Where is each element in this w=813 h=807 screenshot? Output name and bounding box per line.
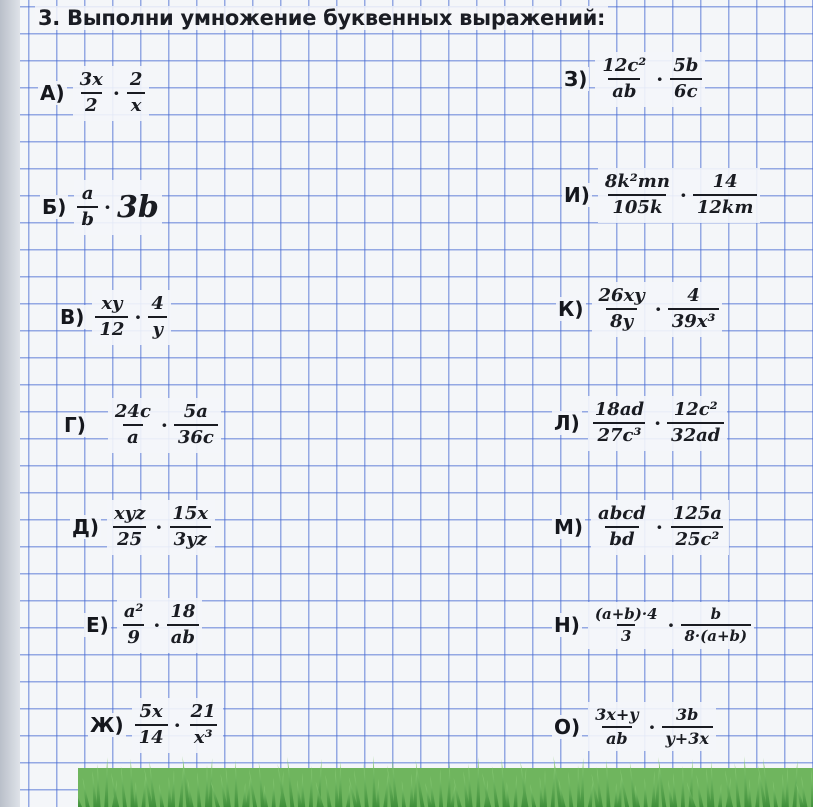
multiply-sign: ·: [112, 81, 120, 106]
fraction-1: [595, 284, 649, 335]
problem-label: М): [554, 515, 584, 540]
denominator: x³: [190, 724, 217, 750]
numerator: a: [81, 183, 94, 204]
factor: 3b: [116, 189, 159, 225]
problem-label: Д): [72, 515, 99, 540]
denominator: y: [148, 316, 166, 342]
multiply-sign: ·: [654, 297, 662, 322]
fraction-1: [120, 600, 148, 651]
denominator: x: [127, 92, 146, 118]
denominator: 6c: [670, 78, 701, 104]
problem-label: В): [60, 305, 85, 330]
multiply-sign: ·: [134, 305, 142, 330]
problem-label: З): [564, 67, 588, 92]
denominator: 2: [81, 92, 102, 118]
numerator: 18: [170, 601, 196, 622]
fraction-1: [598, 54, 650, 105]
photo-left-edge: [0, 0, 20, 807]
problem-g: [62, 398, 221, 453]
denominator: 14: [135, 724, 168, 750]
fraction-2: [174, 400, 218, 451]
problem-label: Б): [42, 195, 67, 220]
problem-l: [552, 396, 727, 451]
problem-m: [552, 500, 729, 555]
denominator: 105k: [608, 194, 666, 220]
numerator: b: [710, 605, 722, 623]
denominator: 8y: [606, 308, 637, 334]
denominator: 39x³: [668, 308, 720, 334]
numerator: 26xy: [598, 285, 645, 306]
denominator: 25c²: [671, 526, 723, 552]
problem-z: [562, 52, 705, 107]
fraction-1: [76, 68, 107, 119]
numerator: 3x: [79, 69, 103, 90]
fraction-2: [147, 292, 168, 343]
expression: [592, 282, 723, 337]
fraction-1: [77, 182, 98, 233]
numerator: 21: [190, 701, 216, 722]
denominator: ab: [608, 78, 640, 104]
denominator: a: [123, 424, 143, 450]
multiply-sign: ·: [103, 195, 111, 220]
problem-label: Е): [86, 613, 109, 638]
expression: [117, 598, 203, 653]
multiply-sign: ·: [160, 413, 168, 438]
problem-label: К): [558, 297, 584, 322]
expression: [107, 500, 215, 555]
fraction-2: [669, 54, 702, 105]
denominator: 36c: [174, 424, 218, 450]
numerator: 125a: [672, 503, 723, 524]
expression: [108, 398, 221, 453]
expression: [588, 602, 754, 649]
denominator: 9: [123, 624, 144, 650]
fraction-2: [669, 502, 726, 553]
expression: [598, 168, 761, 223]
fraction-2: [168, 502, 212, 553]
problem-v: [58, 290, 171, 345]
problem-n: [552, 602, 754, 649]
denominator: 12km: [693, 194, 758, 220]
numerator: 15x: [172, 503, 209, 524]
fraction-1: [601, 170, 674, 221]
fraction-2: [693, 170, 758, 221]
multiply-sign: ·: [654, 411, 662, 436]
denominator: 27c³: [593, 422, 645, 448]
expression: [595, 52, 705, 107]
fraction-1: [110, 502, 149, 553]
numerator: 3b: [676, 705, 699, 724]
fraction-2: [126, 68, 147, 119]
numerator: 5x: [139, 701, 163, 722]
fraction-2: [681, 604, 752, 647]
numerator: 4: [687, 285, 700, 306]
numerator: 24c: [114, 401, 151, 422]
expression: [588, 396, 728, 451]
problem-label: А): [40, 81, 65, 106]
denominator: 8·(a+b): [681, 624, 752, 646]
expression: [74, 180, 161, 235]
expression: [92, 290, 171, 345]
denominator: 32ad: [667, 422, 724, 448]
multiply-sign: ·: [648, 714, 656, 739]
numerator: 12c²: [602, 55, 647, 76]
fraction-1: [111, 400, 155, 451]
expression: [73, 66, 150, 121]
fraction-2: [166, 600, 199, 651]
numerator: 4: [151, 293, 164, 314]
numerator: a²: [123, 601, 144, 622]
fraction-1: [591, 604, 662, 647]
fraction-1: [591, 398, 648, 449]
denominator: b: [77, 206, 98, 232]
problem-i: [562, 168, 760, 223]
problem-e: [84, 598, 202, 653]
grass-decoration: [78, 738, 813, 807]
problem-label: Ж): [90, 713, 124, 738]
numerator: 18ad: [594, 399, 645, 420]
fraction-1: [95, 292, 128, 343]
multiply-sign: ·: [655, 515, 663, 540]
multiply-sign: ·: [155, 515, 163, 540]
numerator: 5b: [673, 55, 699, 76]
fraction-2: [667, 398, 724, 449]
numerator: abcd: [598, 503, 646, 524]
denominator: ab: [167, 624, 199, 650]
fraction-2: [668, 284, 720, 335]
problem-label: Л): [554, 411, 580, 436]
problem-a: [38, 66, 149, 121]
numerator: 14: [712, 171, 738, 192]
problem-k: [556, 282, 722, 337]
problem-label: О): [554, 714, 581, 739]
numerator: 3x+y: [595, 705, 639, 724]
problem-label: И): [564, 183, 590, 208]
exercise-title: 3. Выполни умножение буквенных выражений:: [35, 6, 608, 30]
numerator: 5a: [183, 401, 208, 422]
numerator: 2: [129, 69, 143, 90]
problem-label: Н): [554, 613, 580, 638]
multiply-sign: ·: [679, 183, 687, 208]
expression: [591, 500, 729, 555]
denominator: bd: [605, 526, 638, 552]
numerator: (a+b)·4: [594, 605, 658, 623]
problem-label: Г): [64, 413, 86, 438]
fraction-1: [594, 502, 650, 553]
denominator: 12: [95, 316, 128, 342]
denominator: 3yz: [170, 526, 211, 552]
numerator: xyz: [113, 503, 146, 524]
problem-b: [40, 180, 162, 235]
numerator: 12c²: [673, 399, 718, 420]
denominator: 3: [617, 624, 635, 646]
denominator: ab: [602, 726, 632, 750]
denominator: y+3x: [662, 726, 713, 750]
multiply-sign: ·: [173, 713, 181, 738]
numerator: xy: [101, 293, 123, 314]
problem-d: [70, 500, 215, 555]
multiply-sign: ·: [153, 613, 161, 638]
multiply-sign: ·: [667, 613, 675, 638]
numerator: 8k²mn: [604, 171, 670, 192]
denominator: 25: [113, 526, 146, 552]
multiply-sign: ·: [656, 67, 664, 92]
